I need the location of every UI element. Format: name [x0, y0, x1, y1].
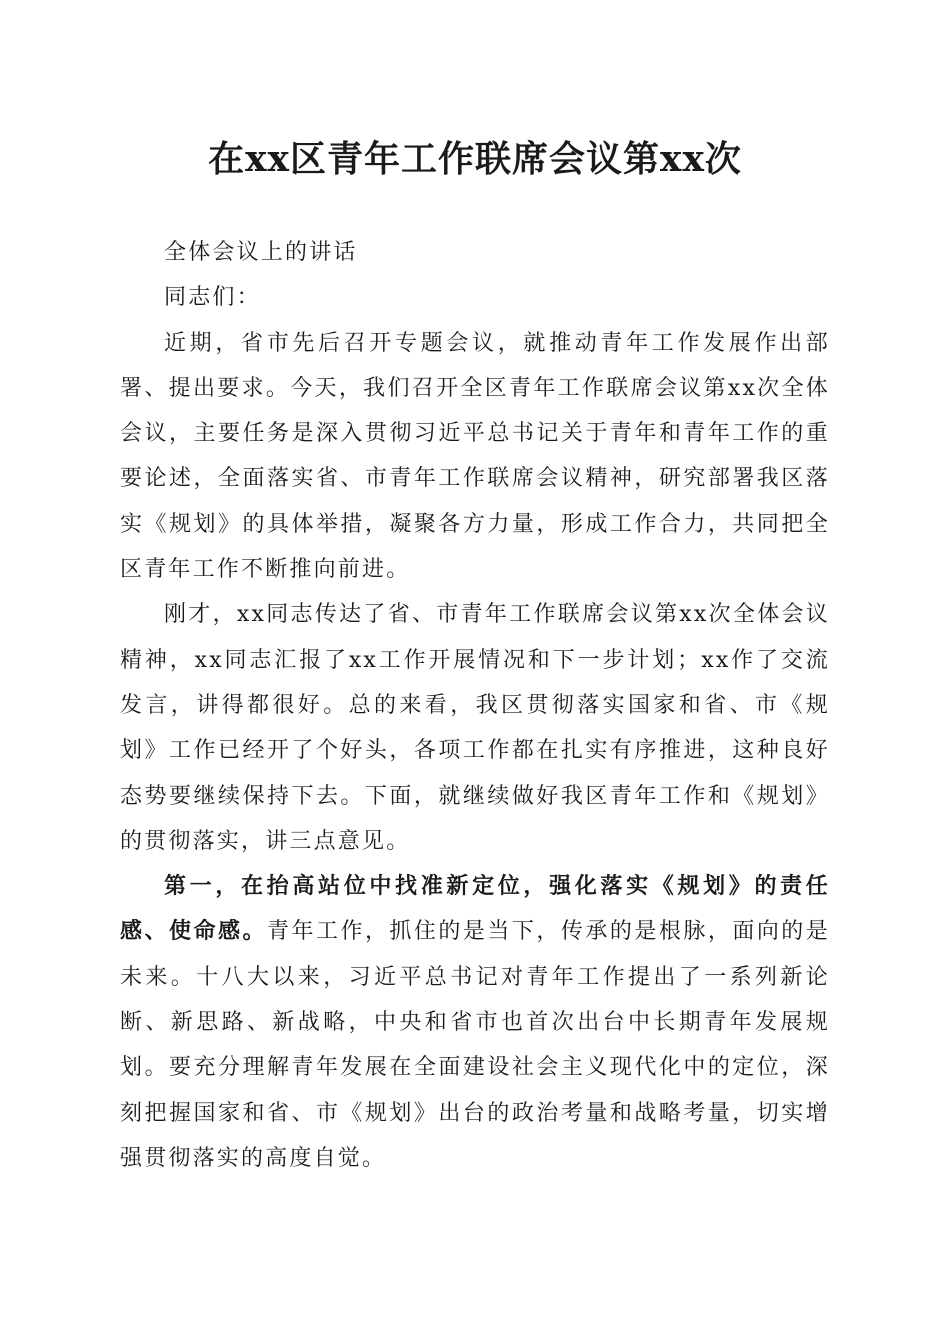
document-body [120, 230, 830, 1181]
document-title: 在xx区青年工作联席会议第xx次 [208, 138, 742, 180]
paragraph-point-one [120, 864, 830, 1181]
point-one-lead: 第一，在抬高站位中找准新定位，强化落实《规划》的责任感、使命感。 [120, 873, 830, 945]
subtitle-line: 全体会议上的讲话 [164, 240, 358, 265]
paragraph-summary: 刚才，xx同志传达了省、市青年工作联席会议第xx次全体会议精神，xx同志汇报了xx工作开展情况和下一步计划；xx作了交流发言，讲得都很好。总的来看，我区贯彻落实国家和省、市《规划》工作已经开了个好头，各项工作都在扎实有序推进，这种良好态势要继续保持下去。下面，就继续做好我区青年工作和《规划》的贯彻落实，讲三点意见。 [120, 602, 830, 854]
paragraph-intro: 近期，省市先后召开专题会议，就推动青年工作发展作出部署、提出要求。今天，我们召开全区青年工作联席会议第xx次全体会议，主要任务是深入贯彻习近平总书记关于青年和青年工作的重要论述，全面落实省、市青年工作联席会议精神，研究部署我区落实《规划》的具体举措，凝聚各方力量，形成工作合力，共同把全区青年工作不断推向前进。 [120, 330, 830, 583]
salutation: 同志们： [164, 285, 261, 311]
point-one-text: 青年工作，抓住的是当下，传承的是根脉，面向的是未来。十八大以来，习近平总书记对青年工作提出了一系列新论断、新思路、新战略，中央和省市也首次出台中长期青年发展规划。要充分理解青年发展在全面建设社会主义现代化中的定位，深刻把握国家和省、市《规划》出台的政治考量和战略考量，切实增强贯彻落实的高度自觉。 [120, 919, 831, 1171]
